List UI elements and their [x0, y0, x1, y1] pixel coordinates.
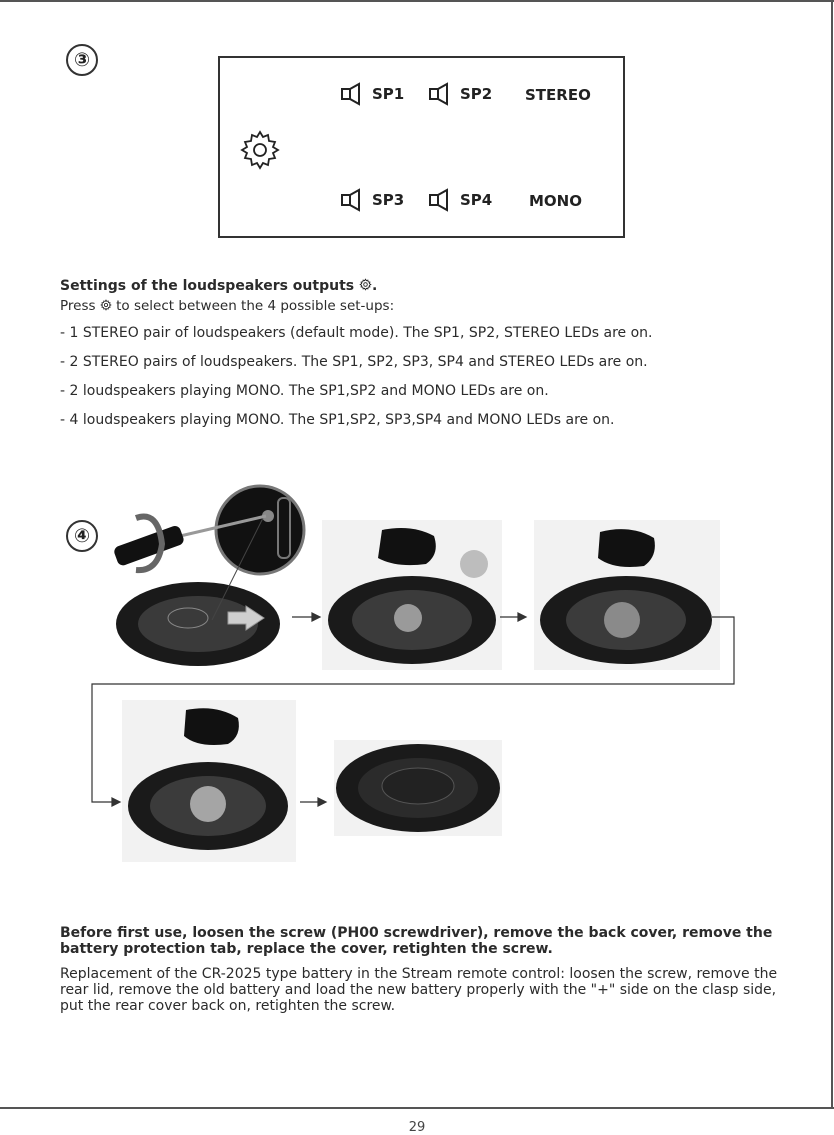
intro-before: Press — [60, 298, 96, 314]
settings-heading-text: Settings of the loudspeakers outputs — [60, 278, 355, 294]
setup-item-4: - 4 loudspeakers playing MONO. The SP1,SP2, SP3,SP4 and MONO LEDs are on. — [60, 412, 615, 428]
step-number-4: ④ — [66, 520, 98, 552]
sp2-label: SP2 — [460, 85, 493, 103]
stereo-label: STEREO — [525, 86, 591, 104]
battery-replacement-note: Replacement of the CR-2025 type battery in the Stream remote control: loosen the screw, remove the rear lid, remove the old battery and load the new battery properly with the "+" side on the clasp side, put the rear cover back on, retighten the screw. — [60, 966, 778, 1014]
settings-heading-period: . — [371, 278, 378, 294]
setup-item-1: - 1 STEREO pair of loudspeakers (default mode). The SP1, SP2, STEREO LEDs are on. — [60, 325, 653, 341]
intro-after: to select between the 4 possible set-ups: — [116, 298, 395, 314]
setup-item-3: - 2 loudspeakers playing MONO. The SP1,SP2 and MONO LEDs are on. — [60, 383, 549, 399]
step-number-3: ③ — [66, 44, 98, 76]
first-use-note: Before first use, loosen the screw (PH00 screwdriver), remove the back cover, remove the battery protection tab, replace the cover, retighten the screw. — [60, 925, 773, 957]
sp1-label: SP1 — [372, 85, 405, 103]
sp3-label: SP3 — [372, 191, 405, 209]
sp4-label: SP4 — [460, 191, 493, 209]
page-number: 29 — [408, 1120, 426, 1135]
mono-label: MONO — [529, 192, 582, 210]
setup-item-2: - 2 STEREO pairs of loudspeakers. The SP1, SP2, SP3, SP4 and STEREO LEDs are on. — [60, 354, 648, 370]
